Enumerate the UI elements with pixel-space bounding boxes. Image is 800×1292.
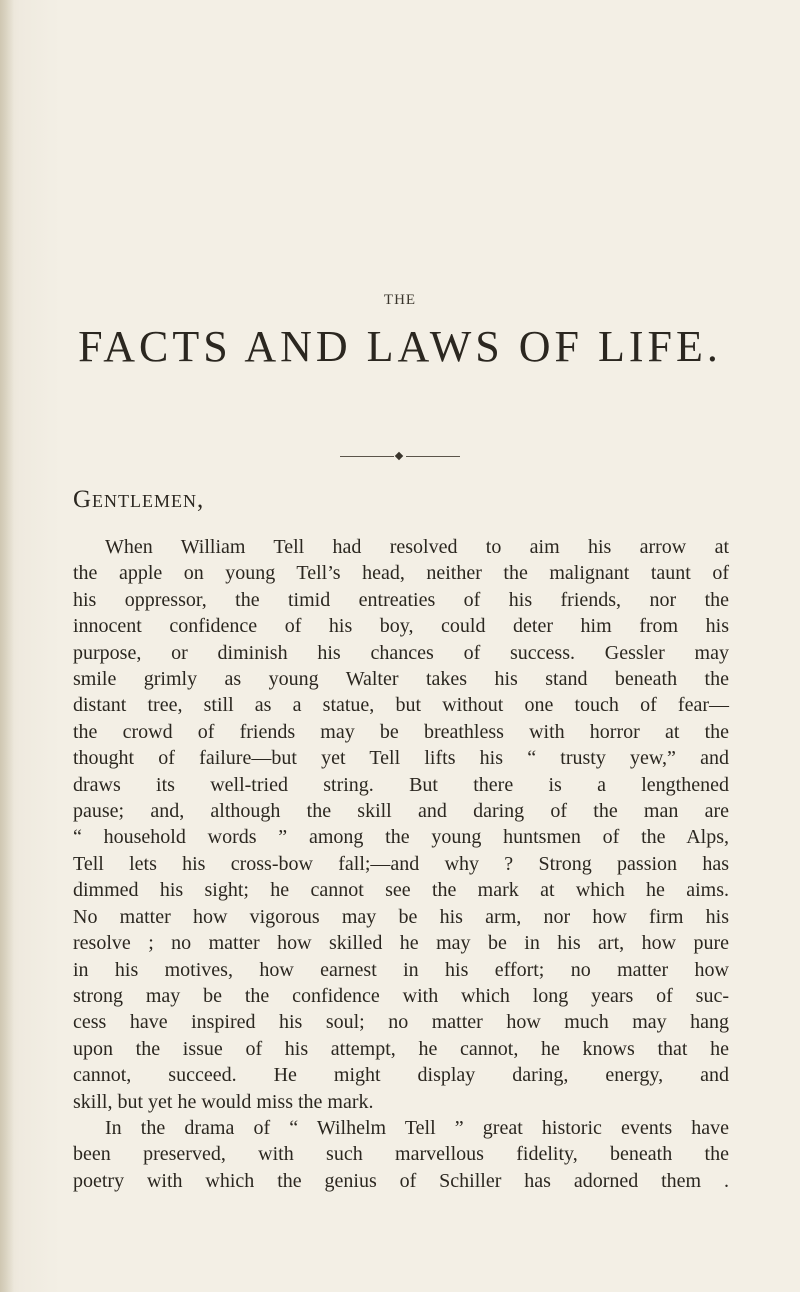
text-line: the crowd of friends may be breathless with horror at the	[73, 720, 729, 743]
text-line: his oppressor, the timid entreaties of his friends, nor the	[73, 588, 729, 611]
text-line: strong may be the confidence with which long years of suc-	[73, 984, 729, 1007]
divider-line-left	[340, 456, 394, 457]
pre-title: THE	[383, 292, 417, 308]
text-line: cannot, succeed. He might display daring, energy, and	[73, 1064, 729, 1087]
text-line: “ household words ” among the young huntsmen of the Alps,	[73, 826, 729, 849]
text-line: upon the issue of his attempt, he cannot, he knows that he	[73, 1037, 729, 1060]
divider-ornament	[340, 452, 460, 462]
text-line: When William Tell had resolved to aim his arrow at	[105, 536, 729, 558]
text-line: thought of failure—but yet Tell lifts his “ trusty yew,” and	[73, 747, 729, 770]
text-line: in his motives, how earnest in his effort; no matter how	[73, 958, 729, 981]
text-line: In the drama of “ Wilhelm Tell ” great historic events have	[105, 1116, 729, 1139]
body-paragraphs	[73, 534, 729, 1194]
text-line: been preserved, with such marvellous fidelity, beneath the	[73, 1143, 729, 1166]
text-line: pause; and, although the skill and daring of the man are	[73, 800, 729, 823]
text-line: the apple on young Tell’s head, neither the malignant taunt of	[73, 562, 729, 585]
text-line: skill, but yet he would miss the mark.	[73, 1090, 374, 1113]
text-line: No matter how vigorous may be his arm, nor how firm his	[73, 905, 729, 928]
salutation: Gentlemen,	[73, 486, 205, 513]
divider-line-right	[406, 456, 460, 457]
text-line: resolve ; no matter how skilled he may be in his art, how pure	[73, 932, 729, 955]
text-line: purpose, or diminish his chances of success. Gessler may	[73, 641, 729, 664]
text-line: draws its well-tried string. But there is a lengthened	[73, 773, 729, 796]
text-line: Tell lets his cross-bow fall;—and why ? Strong passion has	[73, 852, 729, 875]
page-title: FACTS AND LAWS OF LIFE.	[78, 322, 722, 371]
text-line: smile grimly as young Walter takes his stand beneath the	[73, 668, 729, 691]
text-line: innocent confidence of his boy, could deter him from his	[73, 615, 729, 638]
diamond-icon	[395, 452, 403, 460]
page-spine-shadow	[0, 0, 14, 1292]
text-line: poetry with which the genius of Schiller has adorned them .	[73, 1169, 729, 1192]
text-line: cess have inspired his soul; no matter how much may hang	[73, 1011, 729, 1034]
text-line: dimmed his sight; he cannot see the mark at which he aims.	[73, 879, 729, 902]
text-line: distant tree, still as a statue, but without one touch of fear—	[73, 694, 729, 717]
